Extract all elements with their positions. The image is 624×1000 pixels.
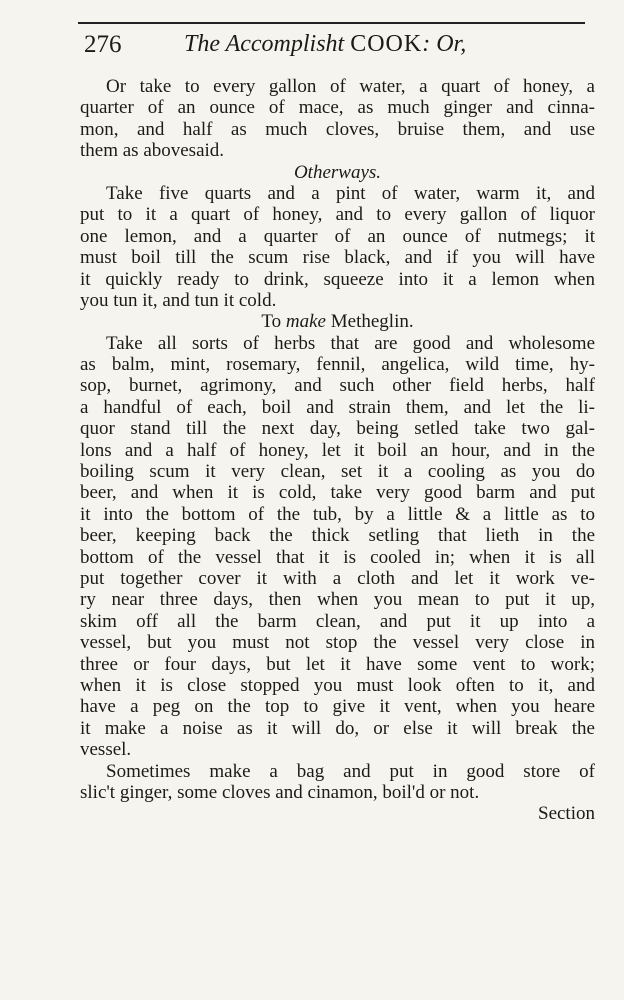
running-header bbox=[84, 31, 584, 65]
running-title bbox=[184, 31, 466, 58]
header-rule bbox=[78, 22, 585, 24]
text-line: boiling scum it very clean, set it a cooling as you do bbox=[80, 461, 595, 483]
running-title-italic: The Accomplisht bbox=[184, 31, 345, 57]
running-title-tail: : Or, bbox=[422, 31, 467, 57]
text-line: Take five quarts and a pint of water, warm it, and bbox=[106, 182, 595, 204]
paragraph-honey-water bbox=[80, 76, 595, 162]
text-line: them as abovesaid. bbox=[80, 140, 225, 162]
text-line: three or four days, but let it have some vent to work; bbox=[80, 653, 595, 675]
text-line: skim off all the barm clean, and put it up into a bbox=[80, 610, 595, 632]
paragraph-metheglin bbox=[80, 333, 595, 761]
text-line: bottom of the vessel that it is cooled in; when it is all bbox=[80, 546, 595, 568]
text-line: as balm, mint, rosemary, fennil, angelica, wild time, hy- bbox=[80, 354, 595, 376]
page-number: 276 bbox=[84, 31, 122, 58]
text-line: quarter of an ounce of mace, as much ginger and cinna- bbox=[80, 97, 595, 119]
text-line: one lemon, and a quarter of an ounce of nutmegs; it bbox=[80, 225, 595, 247]
text-line: must boil till the scum rise black, and if you will have bbox=[80, 247, 595, 269]
text-line: it make a noise as it will do, or else it will break the bbox=[80, 717, 595, 739]
text-line: lons and a half of honey, let it boil an hour, and in the bbox=[80, 439, 595, 461]
heading-metheglin bbox=[80, 311, 595, 332]
text-line: sop, burnet, agrimony, and such other field herbs, half bbox=[80, 375, 595, 397]
heading-metheglin-prefix: To bbox=[261, 311, 286, 333]
text-line: mon, and half as much cloves, bruise them, and use bbox=[80, 118, 595, 140]
catchword: Section bbox=[538, 803, 595, 825]
text-line: Or take to every gallon of water, a quart of honey, a bbox=[106, 76, 595, 97]
text-line: put to it a quart of honey, and to every gallon of liquor bbox=[80, 204, 595, 226]
text-line: it quickly ready to drink, squeeze into it a lemon when bbox=[80, 268, 595, 290]
heading-metheglin-suffix: Metheglin. bbox=[326, 311, 414, 333]
paragraph-sometimes bbox=[80, 761, 595, 804]
text-line: Sometimes make a bag and put in good store of bbox=[106, 760, 595, 782]
text-line: vessel, but you must not stop the vessel very close in bbox=[80, 632, 595, 654]
text-line: put together cover it with a cloth and let it work ve- bbox=[80, 567, 595, 589]
text-line: you tun it, and tun it cold. bbox=[80, 289, 277, 311]
text-line: have a peg on the top to give it vent, when you heare bbox=[80, 696, 595, 718]
body-text bbox=[80, 76, 595, 825]
text-line: ry near three days, then when you mean to put it up, bbox=[80, 589, 595, 611]
heading-metheglin-italic: make bbox=[285, 311, 326, 333]
text-line: when it is close stopped you must look often to it, and bbox=[80, 674, 595, 696]
text-line: quor stand till the next day, being setled take two gal- bbox=[80, 418, 595, 440]
text-line: vessel. bbox=[80, 739, 132, 761]
paragraph-otherways bbox=[80, 183, 595, 311]
text-line: Take all sorts of herbs that are good and wholesome bbox=[106, 332, 595, 354]
text-line: beer, and when it is cold, take very good barm and put bbox=[80, 482, 595, 504]
text-line: slic't ginger, some cloves and cinamon, boil'd or not. bbox=[80, 781, 480, 803]
text-line: it into the bottom of the tub, by a little & a little as to bbox=[80, 503, 595, 525]
text-line: a handful of each, boil and strain them, and let the li- bbox=[80, 396, 595, 418]
heading-otherways: Otherways. bbox=[293, 161, 382, 183]
running-title-caps: COOK bbox=[350, 31, 423, 57]
text-line: beer, keeping back the thick setling that lieth in the bbox=[80, 525, 595, 547]
